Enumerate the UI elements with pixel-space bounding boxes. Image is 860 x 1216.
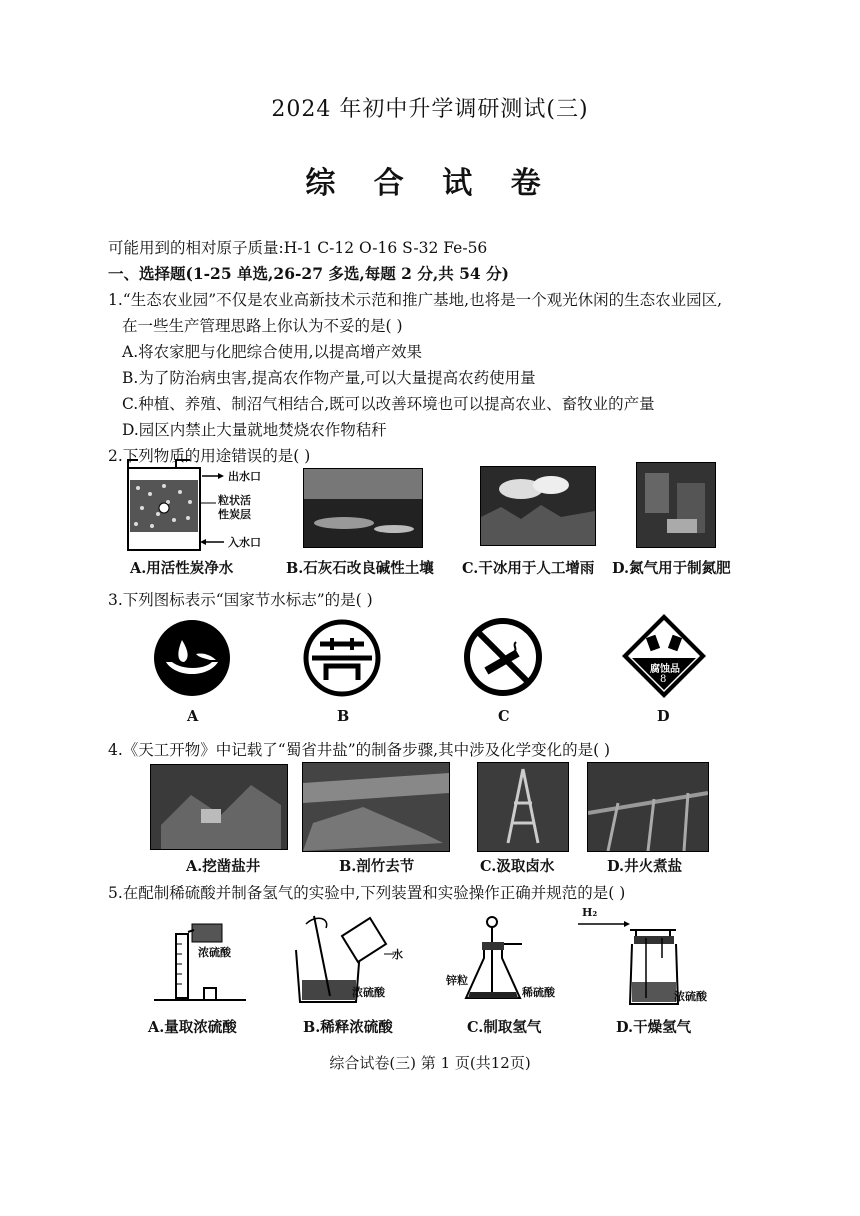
- q3-caption-a: A: [187, 708, 199, 725]
- carbon-layer-label-2: 性炭层: [218, 508, 251, 521]
- q3-caption-b: B: [337, 708, 350, 725]
- draw-brine-image: [477, 762, 569, 852]
- symbol-sign-b-icon: [302, 618, 382, 698]
- carbon-layer-label-1: 粒状活: [218, 494, 251, 507]
- q1-option-b: B.为了防治病虫害,提高农作物产量,可以大量提高农药使用量: [122, 369, 536, 387]
- q1-stem-line1: 1.“生态农业园”不仅是农业高新技术示范和推广基地,也将是一个观光休闲的生态农业园区,: [108, 291, 722, 309]
- nitrogen-fertilizer-photo: [636, 462, 716, 548]
- outlet-label: 出水口: [228, 470, 261, 483]
- q4-caption-d: D.井火煮盐: [607, 858, 683, 875]
- dig-salt-well-image: [150, 764, 288, 850]
- q1-option-a: A.将农家肥与化肥综合使用,以提高增产效果: [122, 343, 423, 361]
- boil-salt-image: [587, 762, 709, 852]
- page-footer: 综合试卷(三) 第 1 页(共12页): [329, 1054, 531, 1072]
- water-label: 水: [392, 948, 403, 961]
- q2-stem: 2.下列物质的用途错误的是( ): [108, 447, 311, 465]
- q5-caption-c: C.制取氢气: [467, 1019, 542, 1036]
- corrosive-class-number: 8: [660, 674, 667, 685]
- atomic-masses-line: 可能用到的相对原子质量:H-1 C-12 O-16 S-32 Fe-56: [108, 239, 488, 257]
- corrosive-sign-icon: [620, 612, 708, 700]
- q4-stem: 4.《天工开物》中记载了“蜀省井盐”的制备步骤,其中涉及化学变化的是( ): [108, 741, 611, 759]
- q5-caption-a: A.量取浓硫酸: [148, 1019, 237, 1036]
- produce-hydrogen-apparatus: [446, 912, 566, 1008]
- q2-caption-d: D.氮气用于制氮肥: [612, 560, 731, 577]
- dry-ice-rain-photo: [480, 466, 596, 546]
- no-smoking-sign-icon: [462, 616, 544, 698]
- q3-stem: 3.下列图标表示“国家节水标志”的是( ): [108, 591, 373, 609]
- conc-acid-label-d: 浓硫酸: [674, 990, 707, 1003]
- exam-subtitle: 综 合 试 卷: [305, 166, 555, 201]
- q4-caption-a: A.挖凿盐井: [186, 858, 261, 875]
- q4-caption-b: B.剖竹去节: [339, 858, 415, 875]
- zinc-label: 锌粒: [446, 974, 468, 987]
- dilute-acid-label: 稀硫酸: [522, 986, 555, 999]
- dilute-acid-apparatus: [286, 910, 406, 1006]
- exam-title: 2024 年初中升学调研测试(三): [271, 97, 589, 122]
- q2-caption-b: B.石灰石改良碱性土壤: [286, 560, 434, 577]
- q3-caption-c: C: [498, 708, 510, 725]
- q1-stem-line2: 在一些生产管理思路上你认为不妥的是( ): [122, 317, 403, 335]
- hydrogen-label: H₂: [582, 906, 598, 919]
- q1-option-d: D.园区内禁止大量就地焚烧农作物秸秆: [122, 421, 387, 439]
- activated-carbon-filter-diagram: [120, 458, 280, 558]
- corrosive-label: 腐蚀品: [650, 664, 680, 675]
- q3-caption-d: D: [657, 708, 670, 725]
- limestone-photo: [303, 468, 423, 548]
- conc-acid-label-a: 浓硫酸: [198, 946, 231, 959]
- split-bamboo-image: [302, 762, 450, 852]
- q5-caption-b: B.稀释浓硫酸: [303, 1019, 393, 1036]
- measure-acid-apparatus: [150, 910, 250, 1006]
- conc-acid-label-b: 浓硫酸: [352, 986, 385, 999]
- q2-caption-a: A.用活性炭净水: [130, 560, 234, 577]
- section-heading: 一、选择题(1-25 单选,26-27 多选,每题 2 分,共 54 分): [108, 264, 509, 283]
- q2-caption-c: C.干冰用于人工增雨: [462, 560, 595, 577]
- dry-hydrogen-apparatus: [574, 906, 724, 1010]
- q5-caption-d: D.干燥氢气: [616, 1019, 692, 1036]
- inlet-label: 入水口: [228, 536, 261, 549]
- q1-option-c: C.种植、养殖、制沼气相结合,既可以改善环境也可以提高农业、畜牧业的产量: [122, 395, 655, 413]
- q5-stem: 5.在配制稀硫酸并制备氢气的实验中,下列装置和实验操作正确并规范的是( ): [108, 884, 626, 902]
- q4-caption-c: C.汲取卤水: [480, 858, 555, 875]
- water-drop-sign-icon: [152, 618, 232, 698]
